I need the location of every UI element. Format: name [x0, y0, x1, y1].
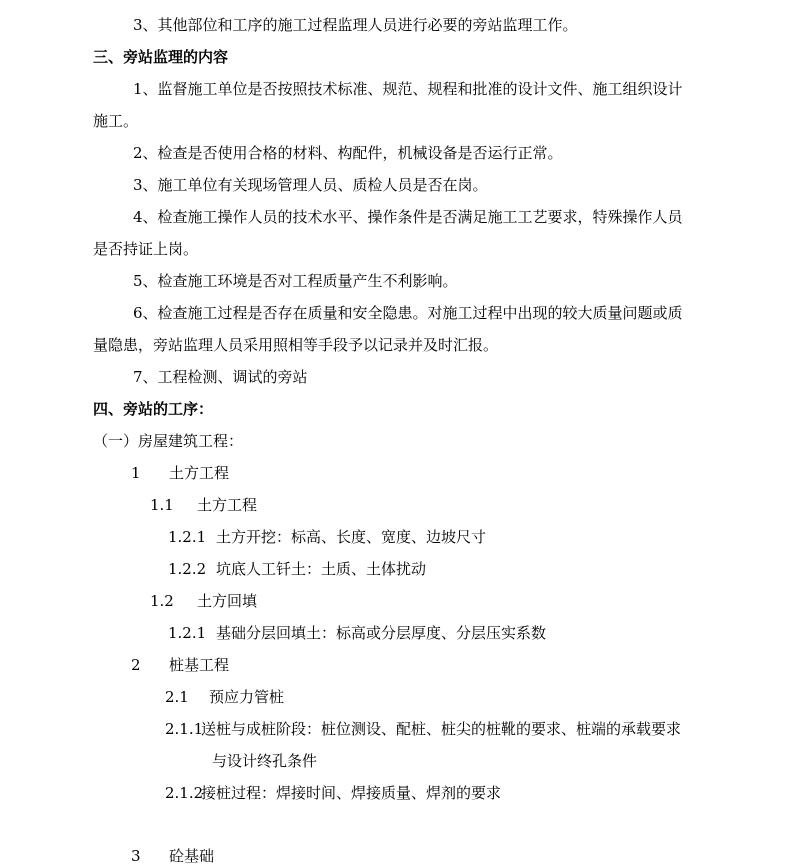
text-line: 7、工程检测、调试的旁站 — [133, 368, 308, 386]
text-line: 2、检查是否使用合格的材料、构配件，机械设备是否运行正常。 — [133, 144, 563, 162]
list-item: 1 土方工程 — [131, 464, 230, 482]
list-item: 2 桩基工程 — [131, 656, 230, 674]
list-item: 1.2.2 坑底人工钎土：土质、土体扰动 — [168, 560, 427, 578]
subsection-heading: （一）房屋建筑工程： — [93, 432, 244, 450]
list-item: 1.1 土方工程 — [150, 496, 258, 514]
text-line: 量隐患，旁站监理人员采用照相等手段予以记录并及时汇报。 — [93, 336, 499, 354]
text-line: 5、检查施工环境是否对工程质量产生不利影响。 — [133, 272, 458, 290]
list-item: 1.2 土方回填 — [150, 592, 258, 610]
list-item: 2.1.2接桩过程：焊接时间、焊接质量、焊剂的要求 — [165, 784, 502, 802]
section-heading: 四、旁站的工序： — [93, 400, 214, 418]
list-item: 2.1.1送桩与成桩阶段：桩位测设、配桩、桩尖的桩靴的要求、桩端的承载要求 — [165, 720, 682, 738]
list-item: 1.2.1 基础分层回填土：标高或分层厚度、分层压实系数 — [168, 624, 547, 642]
text-line: 与设计终孔条件 — [212, 752, 318, 770]
text-line: 3、施工单位有关现场管理人员、质检人员是否在岗。 — [133, 176, 488, 194]
text-line: 4、检查施工操作人员的技术水平、操作条件是否满足施工工艺要求，特殊操作人员 — [133, 208, 683, 226]
list-item: 1.2.1 土方开挖：标高、长度、宽度、边坡尺寸 — [168, 528, 487, 546]
list-item: 2.1 预应力管桩 — [165, 688, 285, 706]
text-line: 施工。 — [93, 112, 139, 130]
text-line: 6、检查施工过程是否存在质量和安全隐患。对施工过程中出现的较大质量问题或质 — [133, 304, 683, 322]
section-heading: 三、旁站监理的内容 — [93, 48, 229, 66]
text-line: 3、其他部位和工序的施工过程监理人员进行必要的旁站监理工作。 — [133, 16, 578, 34]
text-line: 是否持证上岗。 — [93, 240, 199, 258]
list-item: 3 砼基础 — [131, 847, 215, 865]
text-line: 1、监督施工单位是否按照技术标准、规范、规程和批准的设计文件、施工组织设计 — [133, 80, 683, 98]
